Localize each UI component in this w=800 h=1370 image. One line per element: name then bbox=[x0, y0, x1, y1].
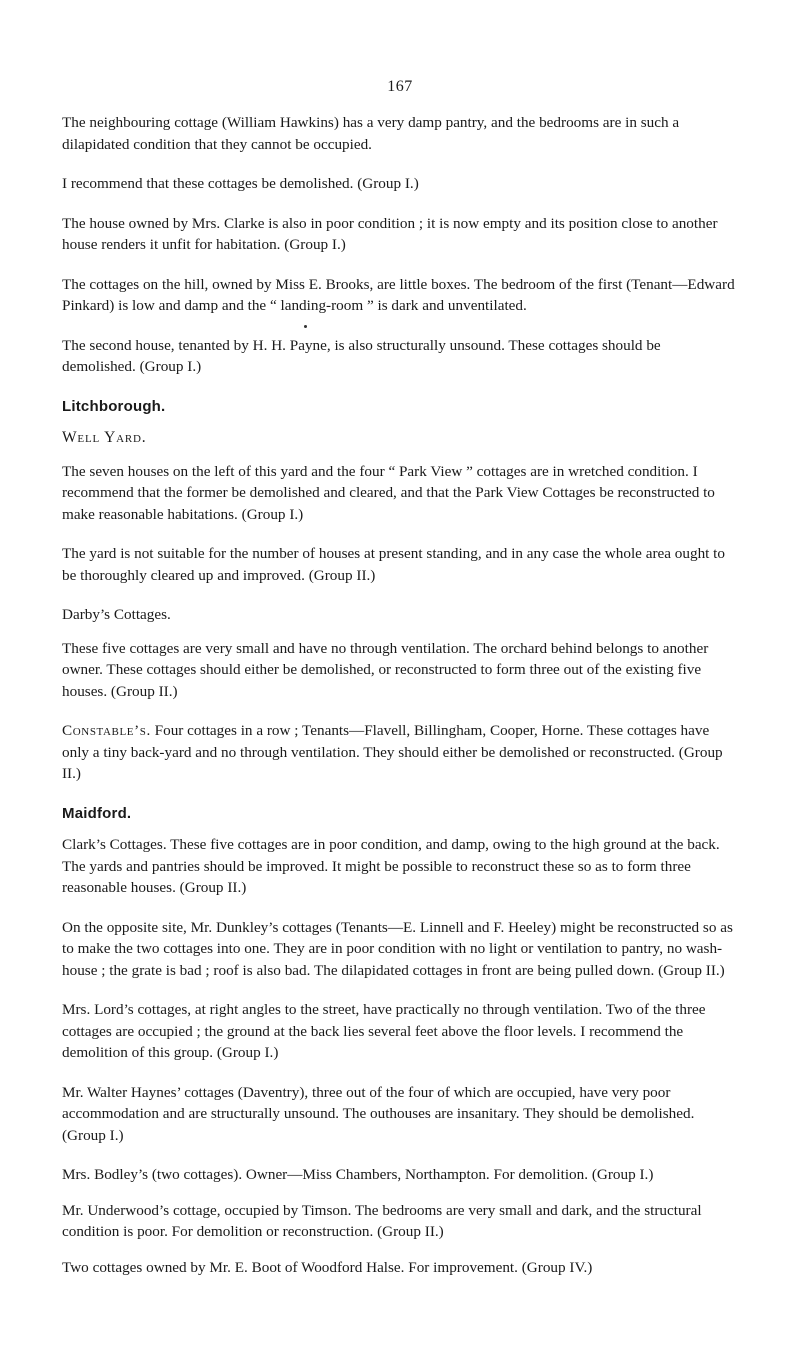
page-number: 167 bbox=[387, 78, 413, 95]
paragraph: I recommend that these cottages be demolished. (Group I.) bbox=[62, 175, 419, 192]
paragraph: Clark’s Cottages. These five cottages are in poor condition, and damp, owing to the high ground at the back. The yards and pantries should be improved. It might be possible to reconstruct these so as to form three reasonable houses. (Group II.) bbox=[62, 836, 720, 896]
paragraph bbox=[62, 720, 738, 785]
section-heading-maidford: Maidford. bbox=[62, 804, 132, 822]
paragraph: The second house, tenanted by H. H. Payne, is also structurally unsound. These cottages should be demolished. (Group I.) bbox=[62, 336, 661, 375]
print-speck bbox=[304, 325, 307, 328]
paragraph: Mrs. Lord’s cottages, at right angles to the street, have practically no through ventilation. Two of the three cottages are occupied ; the ground at the back lies several feet above the floor levels. I recommend the demolition of this group. (Group I.) bbox=[62, 1001, 706, 1061]
paragraph-lead-constables: Constable’s. bbox=[62, 722, 151, 739]
document-body bbox=[62, 112, 738, 1296]
section-heading-litchborough: Litchborough. bbox=[62, 397, 166, 415]
subheading-darbys-cottages: Darby’s Cottages. bbox=[62, 606, 171, 623]
paragraph: The seven houses on the left of this yard and the four “ Park View ” cottages are in wretched condition. I recommend that the former be demolished and cleared, and that the Park View Cottages be reconstructed to make reasonable habitations. (Group I.) bbox=[62, 462, 715, 523]
paragraph: Mrs. Bodley’s (two cottages). Owner—Miss Chambers, Northampton. For demolition. (Group I.) bbox=[62, 1166, 654, 1183]
paragraph: The cottages on the hill, owned by Miss E. Brooks, are little boxes. The bedroom of the first (Tenant—Edward Pinkard) is low and damp and the “ landing-room ” is dark and unventilated. bbox=[62, 275, 735, 314]
paragraph: On the opposite site, Mr. Dunkley’s cottages (Tenants—E. Linnell and F. Heeley) might be reconstructed so as to make the two cottages into one. They are in poor condition with no light or ventilation to pantry, no wash-house ; the grate is bad ; roof is also bad. The dilapidated cottages in front are being pulled down. (Group II.) bbox=[62, 918, 733, 979]
paragraph: The yard is not suitable for the number of houses at present standing, and in any case the whole area ought to be thoroughly cleared up and improved. (Group II.) bbox=[62, 545, 725, 584]
paragraph: Mr. Walter Haynes’ cottages (Daventry), three out of the four of which are occupied, have very poor accommodation and are structurally unsound. The outhouses are insanitary. They should be demolished. (Group I.) bbox=[62, 1083, 695, 1144]
paragraph: These five cottages are very small and have no through ventilation. The orchard behind belongs to another owner. These cottages should either be demolished, or reconstructed to form three out of the existing five houses. (Group II.) bbox=[62, 639, 709, 700]
paragraph: Two cottages owned by Mr. E. Boot of Woodford Halse. For improvement. (Group IV.) bbox=[62, 1258, 593, 1276]
paragraph: The neighbouring cottage (William Hawkins) has a very damp pantry, and the bedrooms are in such a dilapidated condition that they cannot be occupied. bbox=[62, 114, 680, 153]
paragraph: The house owned by Mrs. Clarke is also in poor condition ; it is now empty and its position close to another house renders it unfit for habitation. (Group I.) bbox=[62, 214, 718, 253]
subheading-well-yard: Well Yard. bbox=[62, 429, 147, 446]
paragraph-text: Four cottages in a row ; Tenants—Flavell, Billingham, Cooper, Horne. These cottages have only a tiny back-yard and no through ventilation. They should either be demolished or reconstructed. (Group II.) bbox=[62, 722, 723, 782]
paragraph: Mr. Underwood’s cottage, occupied by Timson. The bedrooms are very small and dark, and the structural condition is poor. For demolition or reconstruction. (Group II.) bbox=[62, 1201, 702, 1240]
